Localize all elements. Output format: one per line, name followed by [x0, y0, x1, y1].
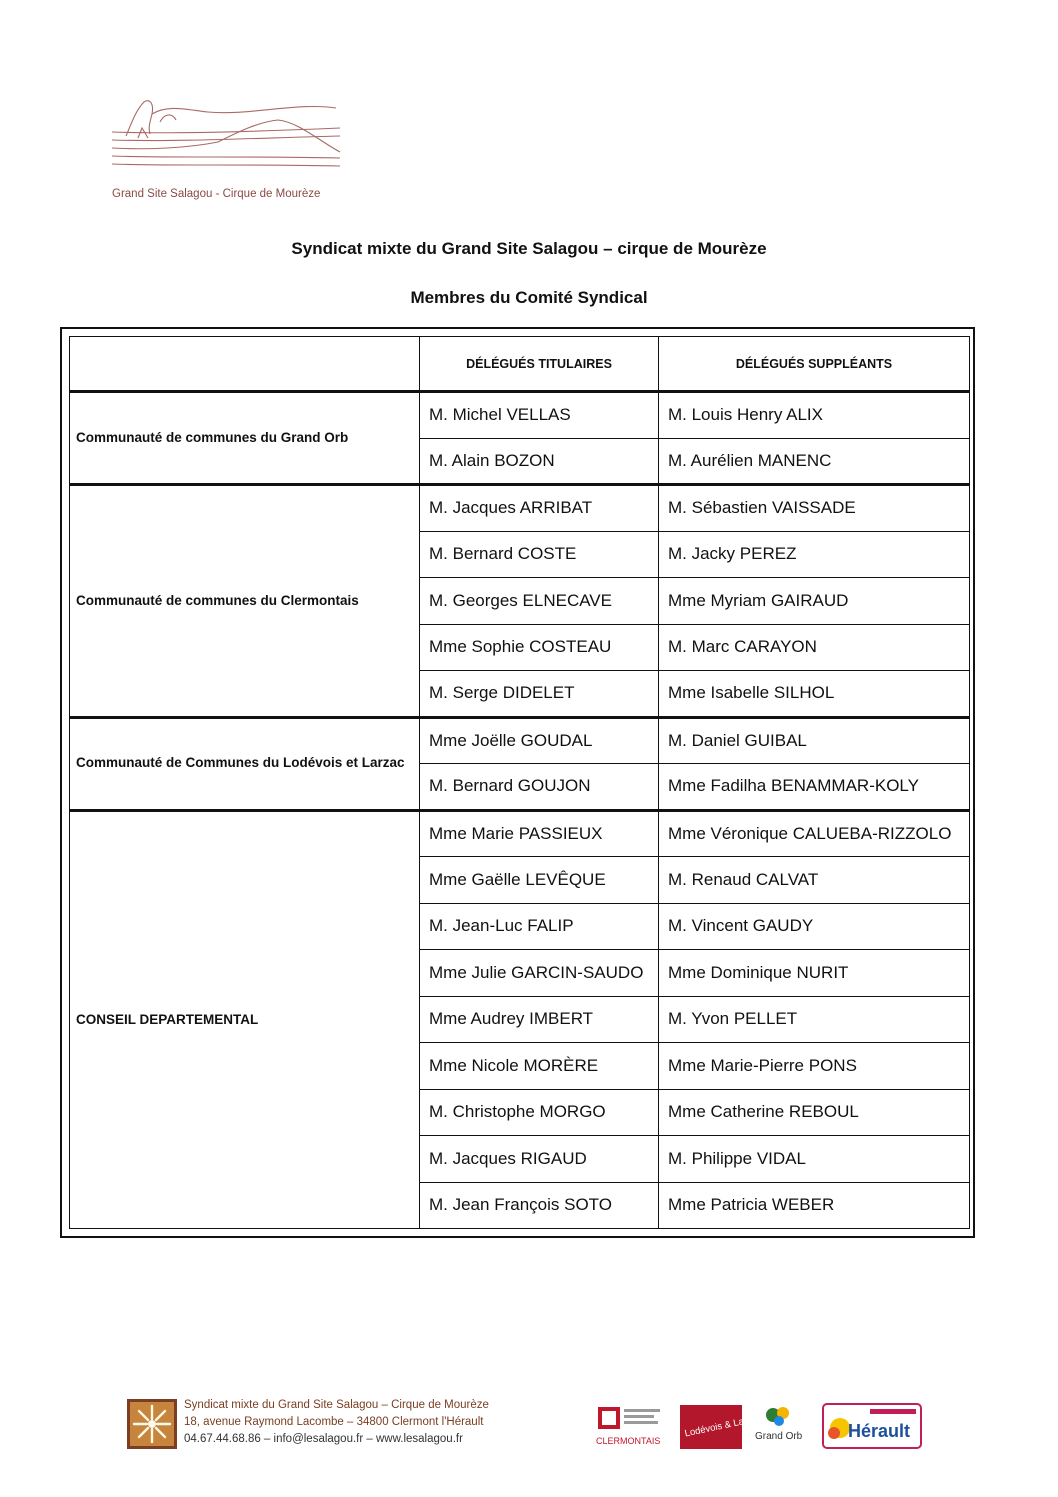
suppleant-cell: M. Marc CARAYON	[659, 624, 970, 671]
suppleant-cell: M. Philippe VIDAL	[659, 1136, 970, 1183]
footer-street: 18, avenue Raymond Lacombe – 34800 Clermont l'Hérault	[184, 1416, 484, 1428]
table-row	[70, 717, 970, 764]
suppleant-cell: Mme Véronique CALUEBA-RIZZOLO	[659, 810, 970, 857]
suppleant-cell: Mme Myriam GAIRAUD	[659, 578, 970, 625]
suppleant-cell: Mme Patricia WEBER	[659, 1182, 970, 1229]
titulaire-cell: M. Serge DIDELET	[420, 671, 659, 718]
header-titulaires: DÉLÉGUÉS TITULAIRES	[420, 337, 659, 392]
suppleant-cell: Mme Fadilha BENAMMAR-KOLY	[659, 764, 970, 811]
suppleant-cell: M. Vincent GAUDY	[659, 903, 970, 950]
group-name-conseil-departemental: CONSEIL DEPARTEMENTAL	[70, 810, 420, 1229]
titulaire-cell: M. Christophe MORGO	[420, 1089, 659, 1136]
group-name-grand-orb: Communauté de communes du Grand Orb	[70, 392, 420, 485]
titulaire-cell: M. Jacques ARRIBAT	[420, 485, 659, 532]
titulaire-cell: M. Jean-Luc FALIP	[420, 903, 659, 950]
titulaire-cell: M. Jean François SOTO	[420, 1182, 659, 1229]
titulaire-cell: M. Jacques RIGAUD	[420, 1136, 659, 1183]
titulaire-cell: Mme Joëlle GOUDAL	[420, 717, 659, 764]
titulaire-cell: M. Georges ELNECAVE	[420, 578, 659, 625]
clermontais-logo-icon	[594, 1403, 664, 1449]
titulaire-cell: Mme Nicole MORÈRE	[420, 1043, 659, 1090]
titulaire-cell: M. Michel VELLAS	[420, 392, 659, 439]
footer-address	[184, 1397, 489, 1448]
titulaire-cell: Mme Marie PASSIEUX	[420, 810, 659, 857]
grand-site-logo	[108, 92, 348, 212]
logo-caption: Grand Site Salagou - Cirque de Mourèze	[112, 188, 321, 200]
suppleant-cell: M. Renaud CALVAT	[659, 857, 970, 904]
table-row	[70, 485, 970, 532]
suppleant-cell: Mme Isabelle SILHOL	[659, 671, 970, 718]
group-name-lodevois-larzac: Communauté de Communes du Lodévois et Larzac	[70, 717, 420, 810]
landscape-logo-icon	[108, 92, 348, 188]
suppleant-cell: M. Yvon PELLET	[659, 996, 970, 1043]
group-name-clermontais: Communauté de communes du Clermontais	[70, 485, 420, 718]
suppleant-cell: M. Sébastien VAISSADE	[659, 485, 970, 532]
partner-label-grand-orb: Grand Orb	[755, 1431, 803, 1442]
titulaire-cell: M. Bernard GOUJON	[420, 764, 659, 811]
suppleant-cell: Mme Marie-Pierre PONS	[659, 1043, 970, 1090]
titulaire-cell: Mme Sophie COSTEAU	[420, 624, 659, 671]
footer-org-name: Syndicat mixte du Grand Site Salagou – Cirque de Mourèze	[184, 1399, 489, 1411]
suppleant-cell: M. Louis Henry ALIX	[659, 392, 970, 439]
members-table-frame	[60, 327, 975, 1238]
suppleant-cell: M. Aurélien MANENC	[659, 438, 970, 485]
titulaire-cell: Mme Gaëlle LEVÊQUE	[420, 857, 659, 904]
partner-label-clermontais: CLERMONTAIS	[596, 1436, 661, 1446]
footer-contact: 04.67.44.68.86 – info@lesalagou.fr – www.lesalagou.fr	[184, 1433, 463, 1445]
titulaire-cell: M. Alain BOZON	[420, 438, 659, 485]
members-table	[69, 336, 970, 1229]
table-row	[70, 392, 970, 439]
page-footer	[0, 1395, 1058, 1455]
header-suppleants: DÉLÉGUÉS SUPPLÉANTS	[659, 337, 970, 392]
herault-logo-icon	[822, 1403, 922, 1449]
partner-label-herault: Hérault	[848, 1421, 911, 1441]
document-subtitle: Membres du Comité Syndical	[410, 288, 648, 307]
partner-label-lodevois: Lodévois & Larzac	[683, 1412, 763, 1440]
titulaire-cell: Mme Julie GARCIN-SAUDO	[420, 950, 659, 997]
grand-orb-logo-icon	[753, 1403, 803, 1449]
suppleant-cell: Mme Catherine REBOUL	[659, 1089, 970, 1136]
titulaire-cell: M. Bernard COSTE	[420, 531, 659, 578]
sun-emblem-icon	[127, 1399, 177, 1449]
table-row	[70, 810, 970, 857]
document-title: Syndicat mixte du Grand Site Salagou – cirque de Mourèze	[291, 239, 767, 258]
lodevois-larzac-logo-icon	[680, 1403, 763, 1449]
suppleant-cell: M. Daniel GUIBAL	[659, 717, 970, 764]
header-empty-cell	[70, 337, 420, 392]
titulaire-cell: Mme Audrey IMBERT	[420, 996, 659, 1043]
suppleant-cell: Mme Dominique NURIT	[659, 950, 970, 997]
table-header-row	[70, 337, 970, 392]
suppleant-cell: M. Jacky PEREZ	[659, 531, 970, 578]
